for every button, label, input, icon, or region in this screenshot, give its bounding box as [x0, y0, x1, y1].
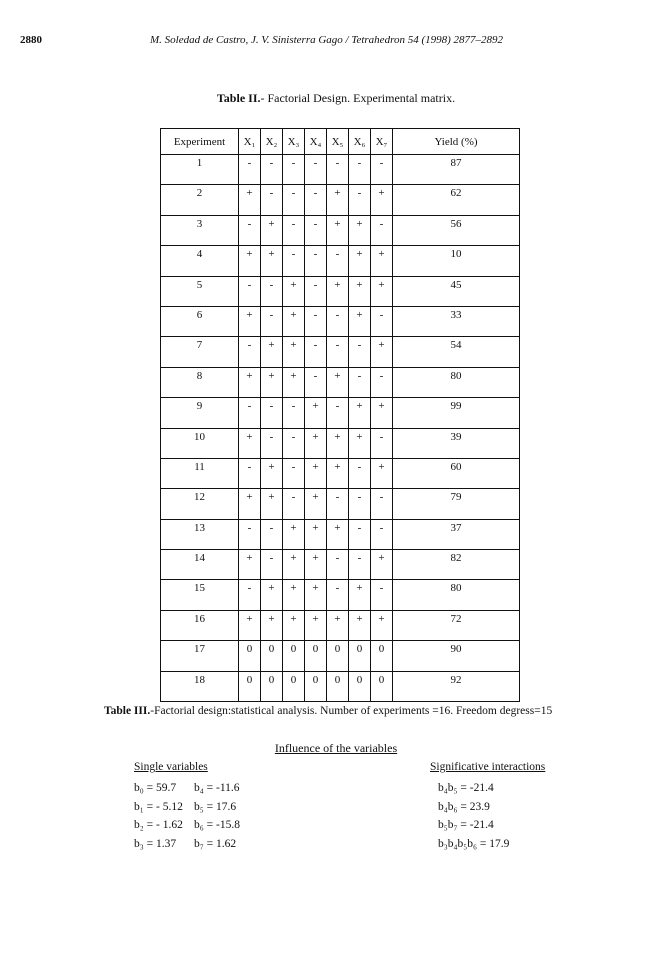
- yield-cell: 39: [393, 428, 520, 458]
- experiment-cell: 3: [161, 215, 239, 245]
- factor-cell: -: [239, 519, 261, 549]
- table-row: [161, 337, 520, 367]
- experiment-cell: 10: [161, 428, 239, 458]
- header-x4: X₄: [305, 129, 327, 155]
- header-x2: X₂: [261, 129, 283, 155]
- experiment-cell: 6: [161, 306, 239, 336]
- yield-cell: 10: [393, 246, 520, 276]
- factor-cell: +: [327, 458, 349, 488]
- table-row: [161, 398, 520, 428]
- page-number: 2880: [20, 34, 42, 46]
- yield-cell: 33: [393, 306, 520, 336]
- factor-cell: +: [305, 610, 327, 640]
- header-x3: X₃: [283, 129, 305, 155]
- factor-cell: +: [305, 519, 327, 549]
- factor-cell: +: [371, 458, 393, 488]
- factor-cell: +: [283, 276, 305, 306]
- experiment-cell: 11: [161, 458, 239, 488]
- factor-cell: +: [283, 367, 305, 397]
- factor-cell: 0: [305, 671, 327, 701]
- experimental-matrix-table: [160, 128, 520, 702]
- factor-cell: -: [305, 155, 327, 185]
- header-x7: X₇: [371, 129, 393, 155]
- factor-cell: +: [371, 185, 393, 215]
- factor-cell: +: [327, 276, 349, 306]
- factor-cell: -: [371, 519, 393, 549]
- factor-cell: -: [349, 337, 371, 367]
- factor-cell: -: [305, 185, 327, 215]
- coefficient-b1: b₁ = - 5.12: [134, 800, 183, 813]
- factor-cell: -: [305, 367, 327, 397]
- coefficient-b2: b₂ = - 1.62: [134, 819, 183, 831]
- factor-cell: +: [327, 428, 349, 458]
- factor-cell: -: [371, 306, 393, 336]
- factor-cell: +: [349, 398, 371, 428]
- table-body: [161, 155, 520, 702]
- factor-cell: 0: [261, 641, 283, 671]
- factor-cell: -: [283, 489, 305, 519]
- experiment-cell: 17: [161, 641, 239, 671]
- header-x5: X₅: [327, 129, 349, 155]
- factor-cell: +: [239, 428, 261, 458]
- factor-cell: -: [327, 306, 349, 336]
- factor-cell: 0: [283, 641, 305, 671]
- table-row: [161, 580, 520, 610]
- factor-cell: -: [349, 185, 371, 215]
- factor-cell: 0: [327, 671, 349, 701]
- factor-cell: -: [283, 398, 305, 428]
- factor-cell: 0: [261, 671, 283, 701]
- table-row: [161, 489, 520, 519]
- factor-cell: +: [261, 610, 283, 640]
- influence-heading: Influence of the variables: [274, 741, 398, 755]
- factor-cell: +: [349, 246, 371, 276]
- table-row: [161, 641, 520, 671]
- factor-cell: -: [239, 215, 261, 245]
- header-yield: Yield (%): [393, 129, 520, 155]
- factor-cell: -: [327, 337, 349, 367]
- factor-cell: -: [239, 155, 261, 185]
- yield-cell: 45: [393, 276, 520, 306]
- table-row: [161, 155, 520, 185]
- table-row: [161, 550, 520, 580]
- factor-cell: +: [239, 306, 261, 336]
- experiment-cell: 12: [161, 489, 239, 519]
- factor-cell: +: [261, 489, 283, 519]
- factor-cell: -: [371, 580, 393, 610]
- factor-cell: -: [261, 550, 283, 580]
- table-header-row: [161, 129, 520, 155]
- factor-cell: +: [261, 367, 283, 397]
- factor-cell: -: [371, 367, 393, 397]
- factor-cell: -: [371, 428, 393, 458]
- table-row: [161, 428, 520, 458]
- factor-cell: +: [371, 398, 393, 428]
- interaction-b4b6: b₄b₆ = 23.9: [438, 800, 490, 813]
- table2-caption-label: Table II.: [216, 91, 261, 105]
- running-head: M. Soledad de Castro, J. V. Sinisterra Gago / Tetrahedron 54 (1998) 2877–2892: [150, 34, 504, 46]
- factor-cell: +: [349, 610, 371, 640]
- factor-cell: -: [349, 155, 371, 185]
- factor-cell: -: [239, 337, 261, 367]
- factor-cell: +: [371, 550, 393, 580]
- factor-cell: +: [305, 398, 327, 428]
- factor-cell: +: [349, 215, 371, 245]
- factor-cell: -: [283, 458, 305, 488]
- coefficient-b7: b₇ = 1.62: [194, 837, 237, 850]
- experiment-cell: 2: [161, 185, 239, 215]
- experiment-cell: 9: [161, 398, 239, 428]
- factor-cell: +: [239, 489, 261, 519]
- factor-cell: -: [283, 155, 305, 185]
- single-variables-col2: [194, 779, 240, 853]
- experiment-cell: 7: [161, 337, 239, 367]
- interaction-b3b4b5b6: b₃b₄b₅b₆ = 17.9: [438, 837, 510, 850]
- table-row: [161, 367, 520, 397]
- experiment-cell: 18: [161, 671, 239, 701]
- factor-cell: +: [327, 367, 349, 397]
- yield-cell: 90: [393, 641, 520, 671]
- factor-cell: 0: [349, 671, 371, 701]
- factor-cell: -: [283, 246, 305, 276]
- factor-cell: -: [239, 458, 261, 488]
- factor-cell: -: [327, 550, 349, 580]
- factor-cell: +: [283, 610, 305, 640]
- experiment-cell: 15: [161, 580, 239, 610]
- factor-cell: -: [305, 246, 327, 276]
- yield-cell: 60: [393, 458, 520, 488]
- factor-cell: +: [283, 580, 305, 610]
- factor-cell: +: [349, 428, 371, 458]
- factor-cell: +: [305, 489, 327, 519]
- factor-cell: +: [305, 550, 327, 580]
- factor-cell: +: [283, 337, 305, 367]
- factor-cell: -: [239, 276, 261, 306]
- table-row: [161, 610, 520, 640]
- factor-cell: +: [371, 246, 393, 276]
- coefficient-b5: b₅ = 17.6: [194, 800, 237, 813]
- factor-cell: +: [239, 550, 261, 580]
- experiment-cell: 4: [161, 246, 239, 276]
- coefficient-b6: b₆ = -15.8: [194, 819, 240, 831]
- factor-cell: -: [305, 276, 327, 306]
- factor-cell: -: [349, 458, 371, 488]
- factor-cell: +: [327, 185, 349, 215]
- table-row: [161, 276, 520, 306]
- factor-cell: +: [327, 519, 349, 549]
- significative-interactions-heading: Significative interactions: [430, 761, 546, 773]
- header-x6: X₆: [349, 129, 371, 155]
- interaction-b5b7: b₅b₇ = -21.4: [438, 819, 494, 831]
- table-row: [161, 458, 520, 488]
- factor-cell: 0: [239, 641, 261, 671]
- factor-cell: +: [283, 550, 305, 580]
- factor-cell: -: [261, 519, 283, 549]
- factor-cell: +: [261, 458, 283, 488]
- experiment-cell: 8: [161, 367, 239, 397]
- experiment-cell: 16: [161, 610, 239, 640]
- yield-cell: 54: [393, 337, 520, 367]
- factor-cell: -: [371, 215, 393, 245]
- factor-cell: 0: [283, 671, 305, 701]
- factor-cell: 0: [349, 641, 371, 671]
- factor-cell: -: [371, 489, 393, 519]
- header-experiment: Experiment: [161, 129, 239, 155]
- factor-cell: +: [305, 458, 327, 488]
- factor-cell: 0: [239, 671, 261, 701]
- factor-cell: -: [261, 398, 283, 428]
- interactions-col: [438, 779, 509, 853]
- factor-cell: +: [261, 215, 283, 245]
- factor-cell: -: [349, 367, 371, 397]
- yield-cell: 80: [393, 367, 520, 397]
- yield-cell: 62: [393, 185, 520, 215]
- table3-caption-label: Table III.: [104, 705, 151, 717]
- factor-cell: +: [261, 337, 283, 367]
- table2-caption: [0, 91, 672, 106]
- factor-cell: +: [327, 610, 349, 640]
- factor-cell: +: [371, 610, 393, 640]
- factor-cell: -: [327, 155, 349, 185]
- yield-cell: 37: [393, 519, 520, 549]
- yield-cell: 82: [393, 550, 520, 580]
- factor-cell: -: [349, 519, 371, 549]
- yield-cell: 80: [393, 580, 520, 610]
- factor-cell: -: [261, 306, 283, 336]
- factor-cell: +: [349, 276, 371, 306]
- factor-cell: -: [261, 155, 283, 185]
- factor-cell: +: [283, 519, 305, 549]
- table-row: [161, 215, 520, 245]
- factor-cell: 0: [327, 641, 349, 671]
- yield-cell: 56: [393, 215, 520, 245]
- experiment-cell: 13: [161, 519, 239, 549]
- factor-cell: -: [349, 489, 371, 519]
- yield-cell: 92: [393, 671, 520, 701]
- experiment-cell: 14: [161, 550, 239, 580]
- factor-cell: -: [283, 215, 305, 245]
- factor-cell: -: [261, 276, 283, 306]
- yield-cell: 72: [393, 610, 520, 640]
- yield-cell: 79: [393, 489, 520, 519]
- table-row: [161, 185, 520, 215]
- factor-cell: 0: [371, 671, 393, 701]
- factor-cell: +: [261, 246, 283, 276]
- factor-cell: -: [305, 215, 327, 245]
- table-row: [161, 246, 520, 276]
- factor-cell: +: [261, 580, 283, 610]
- yield-cell: 87: [393, 155, 520, 185]
- factor-cell: +: [239, 610, 261, 640]
- factor-cell: 0: [305, 641, 327, 671]
- factor-cell: 0: [371, 641, 393, 671]
- single-variables-col1: [134, 779, 183, 853]
- factor-cell: +: [371, 276, 393, 306]
- factor-cell: +: [239, 246, 261, 276]
- table-row: [161, 306, 520, 336]
- factor-cell: +: [305, 428, 327, 458]
- factor-cell: -: [327, 489, 349, 519]
- single-variables-heading: Single variables: [134, 761, 208, 773]
- factor-cell: +: [283, 306, 305, 336]
- experiment-cell: 1: [161, 155, 239, 185]
- coefficient-b3: b₃ = 1.37: [134, 837, 177, 850]
- factor-cell: -: [327, 246, 349, 276]
- factor-cell: +: [327, 215, 349, 245]
- yield-cell: 99: [393, 398, 520, 428]
- factor-cell: -: [261, 185, 283, 215]
- table3-caption: [104, 705, 552, 717]
- experiment-cell: 5: [161, 276, 239, 306]
- factor-cell: +: [239, 367, 261, 397]
- header-x1: X₁: [239, 129, 261, 155]
- factor-cell: -: [305, 337, 327, 367]
- factor-cell: -: [371, 155, 393, 185]
- coefficient-b4: b₄ = -11.6: [194, 782, 240, 794]
- table3-caption-text: -Factorial design:statistical analysis. Number of experiments =16. Freedom degress=15: [150, 705, 553, 717]
- factor-cell: -: [261, 428, 283, 458]
- coefficient-b0: b₀ = 59.7: [134, 782, 177, 794]
- factor-cell: -: [327, 398, 349, 428]
- table-row: [161, 671, 520, 701]
- interaction-b4b5: b₄b₅ = -21.4: [438, 782, 494, 794]
- factor-cell: -: [239, 398, 261, 428]
- factor-cell: -: [349, 550, 371, 580]
- factor-cell: +: [349, 580, 371, 610]
- factor-cell: -: [327, 580, 349, 610]
- factor-cell: -: [283, 185, 305, 215]
- factor-cell: +: [371, 337, 393, 367]
- table2-caption-text: - Factorial Design. Experimental matrix.: [260, 91, 456, 105]
- factor-cell: +: [305, 580, 327, 610]
- factor-cell: -: [283, 428, 305, 458]
- factor-cell: +: [239, 185, 261, 215]
- factor-cell: +: [349, 306, 371, 336]
- factor-cell: -: [239, 580, 261, 610]
- factor-cell: -: [305, 306, 327, 336]
- table-row: [161, 519, 520, 549]
